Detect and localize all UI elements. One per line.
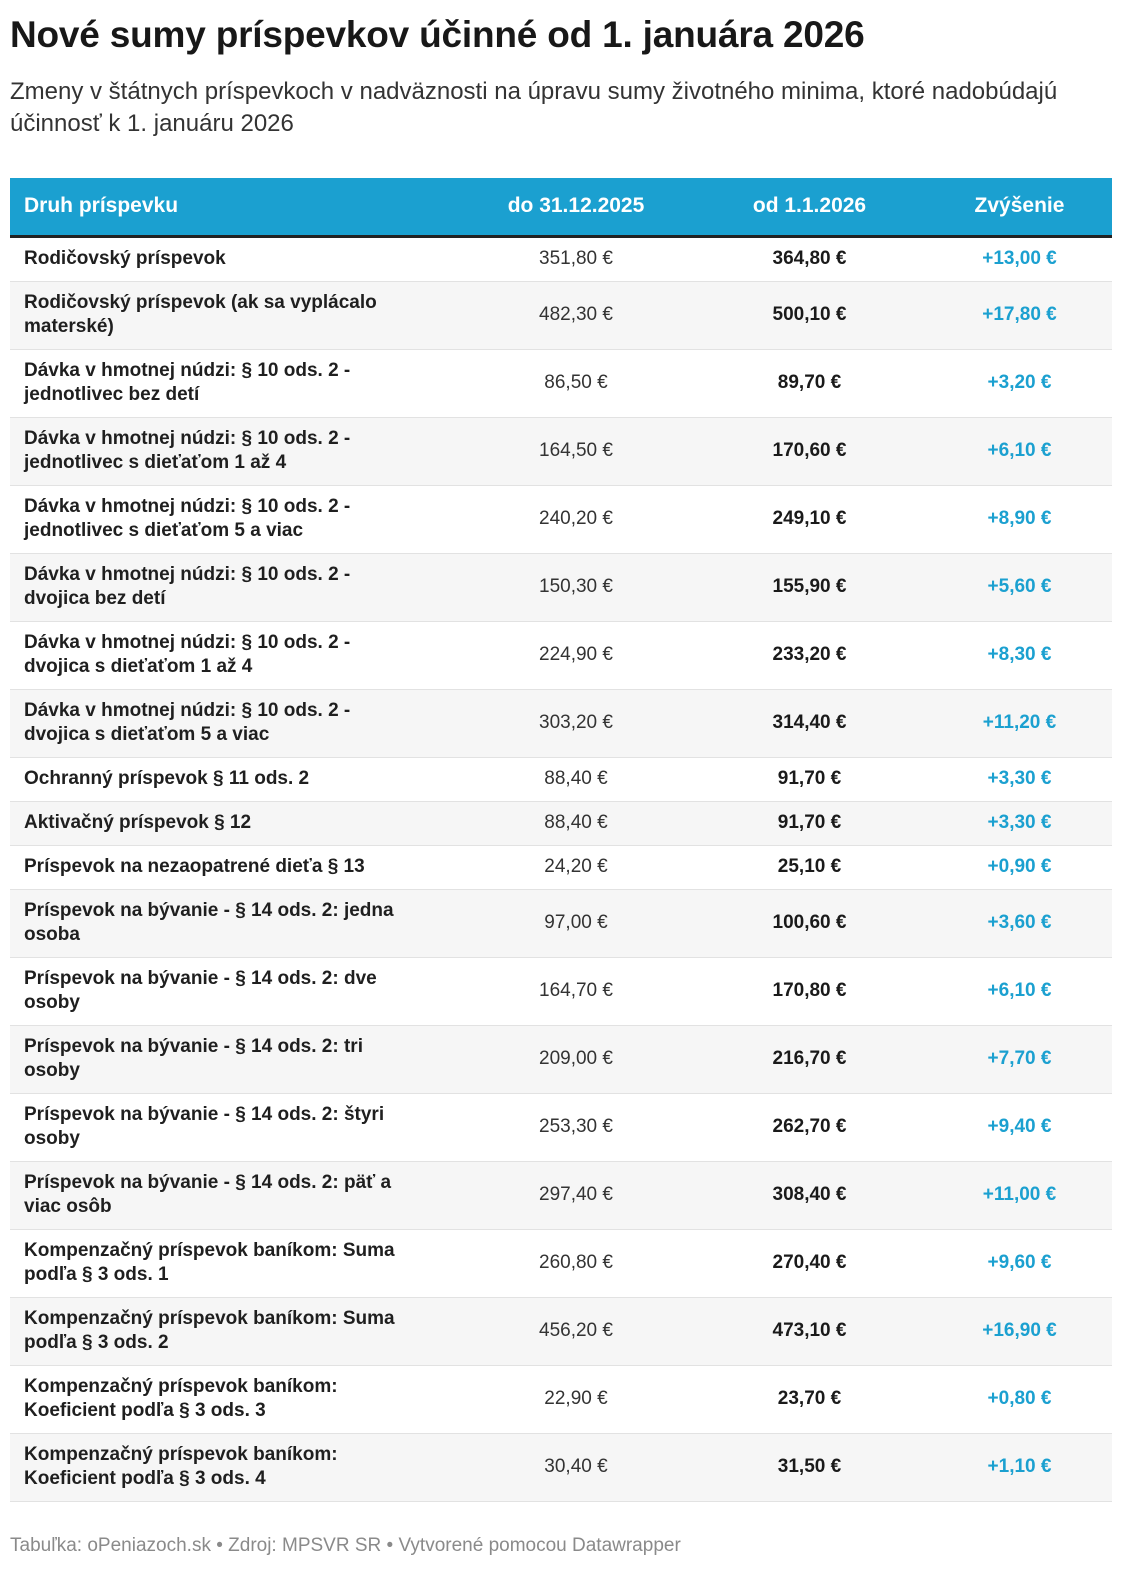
cell-amount-before: 150,30 €: [539, 576, 613, 597]
cell-amount-after: 216,70 €: [772, 1048, 847, 1069]
table-row: [10, 957, 1112, 1025]
cell-contribution-name: Kompenzačný príspevok baníkom: Koeficient podľa § 3 ods. 3: [24, 1376, 338, 1421]
table-row: [10, 889, 1112, 957]
table-row: [10, 485, 1112, 553]
cell-increase: +16,90 €: [982, 1320, 1057, 1341]
table-row: [10, 689, 1112, 757]
table-row: [10, 281, 1112, 349]
cell-amount-after: 262,70 €: [772, 1116, 847, 1137]
cell-increase: +3,20 €: [987, 372, 1052, 393]
cell-increase: +9,60 €: [987, 1252, 1052, 1273]
cell-increase: +9,40 €: [987, 1116, 1052, 1137]
cell-amount-after: 473,10 €: [772, 1320, 847, 1341]
cell-amount-before: 86,50 €: [544, 372, 608, 393]
table-row: [10, 1025, 1112, 1093]
cell-contribution-name: Kompenzačný príspevok baníkom: Suma podľa § 3 ods. 2: [24, 1308, 395, 1353]
cell-amount-after: 155,90 €: [772, 576, 847, 597]
table-row: [10, 553, 1112, 621]
table-row: [10, 1365, 1112, 1433]
cell-increase: +11,20 €: [982, 712, 1057, 733]
source-footer: Tabuľka: oPeniazoch.sk • Zdroj: MPSVR SR • Vytvorené pomocou Datawrapper: [10, 1535, 681, 1556]
cell-amount-before: 209,00 €: [539, 1048, 613, 1069]
cell-increase: +6,10 €: [987, 440, 1052, 461]
cell-amount-before: 164,70 €: [539, 980, 613, 1001]
cell-amount-before: 97,00 €: [544, 912, 608, 933]
table-row: [10, 1433, 1112, 1501]
column-header-before: do 31.12.2025: [460, 178, 692, 236]
table-row: [10, 801, 1112, 845]
page-subtitle: Zmeny v štátnych príspevkoch v nadväznosti na úpravu sumy životného minima, ktoré nadobúdajú účinnosť k 1. januáru 2026: [10, 78, 1058, 137]
cell-amount-before: 88,40 €: [544, 768, 608, 789]
cell-amount-after: 308,40 €: [772, 1184, 847, 1205]
cell-amount-after: 270,40 €: [772, 1252, 847, 1273]
cell-amount-before: 297,40 €: [539, 1184, 613, 1205]
cell-contribution-name: Dávka v hmotnej núdzi: § 10 ods. 2 - jednotlivec s dieťaťom 1 až 4: [24, 428, 351, 473]
cell-contribution-name: Príspevok na nezaopatrené dieťa § 13: [24, 856, 365, 877]
table-row: [10, 1297, 1112, 1365]
cell-contribution-name: Dávka v hmotnej núdzi: § 10 ods. 2 - jednotlivec s dieťaťom 5 a viac: [24, 496, 351, 541]
table-row: [10, 757, 1112, 801]
table-row: [10, 621, 1112, 689]
cell-amount-after: 314,40 €: [772, 712, 847, 733]
column-header-after: od 1.1.2026: [692, 178, 927, 236]
cell-contribution-name: Dávka v hmotnej núdzi: § 10 ods. 2 - dvojica bez detí: [24, 564, 351, 609]
cell-amount-after: 249,10 €: [772, 508, 847, 529]
cell-contribution-name: Ochranný príspevok § 11 ods. 2: [24, 768, 310, 789]
column-header-increase: Zvýšenie: [927, 178, 1112, 236]
cell-contribution-name: Aktivačný príspevok § 12: [24, 812, 252, 833]
cell-increase: +1,10 €: [987, 1456, 1052, 1477]
page-title: Nové sumy príspevkov účinné od 1. januára 2026: [10, 14, 865, 55]
cell-increase: +5,60 €: [987, 576, 1052, 597]
cell-amount-after: 89,70 €: [777, 372, 842, 393]
cell-contribution-name: Kompenzačný príspevok baníkom: Koeficient podľa § 3 ods. 4: [24, 1444, 338, 1489]
cell-amount-after: 31,50 €: [777, 1456, 842, 1477]
cell-amount-after: 170,80 €: [772, 980, 847, 1001]
cell-increase: +6,10 €: [987, 980, 1052, 1001]
cell-amount-before: 224,90 €: [539, 644, 613, 665]
table-row: [10, 1161, 1112, 1229]
cell-amount-after: 91,70 €: [777, 812, 842, 833]
cell-increase: +8,30 €: [987, 644, 1052, 665]
contributions-table: [10, 178, 1112, 1502]
cell-contribution-name: Príspevok na bývanie - § 14 ods. 2: dve osoby: [24, 968, 377, 1013]
cell-amount-before: 482,30 €: [539, 304, 613, 325]
cell-amount-before: 351,80 €: [539, 248, 613, 269]
cell-contribution-name: Dávka v hmotnej núdzi: § 10 ods. 2 - dvojica s dieťaťom 5 a viac: [24, 700, 351, 745]
cell-amount-after: 170,60 €: [772, 440, 847, 461]
cell-amount-before: 164,50 €: [539, 440, 613, 461]
cell-contribution-name: Dávka v hmotnej núdzi: § 10 ods. 2 - jednotlivec bez detí: [24, 360, 351, 405]
cell-contribution-name: Kompenzačný príspevok baníkom: Suma podľa § 3 ods. 1: [24, 1240, 395, 1285]
cell-increase: +7,70 €: [987, 1048, 1052, 1069]
cell-amount-after: 100,60 €: [772, 912, 847, 933]
table-body: [10, 236, 1112, 1501]
cell-amount-after: 500,10 €: [772, 304, 847, 325]
table-row: [10, 1229, 1112, 1297]
cell-increase: +3,30 €: [987, 768, 1052, 789]
table-row: [10, 417, 1112, 485]
cell-amount-before: 456,20 €: [539, 1320, 613, 1341]
cell-amount-after: 364,80 €: [772, 248, 847, 269]
cell-contribution-name: Rodičovský príspevok (ak sa vyplácalo materské): [24, 292, 377, 337]
cell-increase: +13,00 €: [982, 248, 1057, 269]
cell-contribution-name: Príspevok na bývanie - § 14 ods. 2: štyri osoby: [24, 1104, 385, 1149]
table-row: [10, 236, 1112, 281]
cell-contribution-name: Dávka v hmotnej núdzi: § 10 ods. 2 - dvojica s dieťaťom 1 až 4: [24, 632, 351, 677]
cell-amount-before: 22,90 €: [544, 1388, 608, 1409]
table-row: [10, 349, 1112, 417]
cell-amount-before: 240,20 €: [539, 508, 613, 529]
page-content: [10, 0, 1112, 1502]
cell-amount-after: 23,70 €: [777, 1388, 842, 1409]
cell-contribution-name: Príspevok na bývanie - § 14 ods. 2: tri osoby: [24, 1036, 363, 1081]
cell-contribution-name: Rodičovský príspevok: [24, 248, 226, 269]
cell-amount-before: 253,30 €: [539, 1116, 613, 1137]
cell-increase: +17,80 €: [982, 304, 1057, 325]
cell-amount-before: 303,20 €: [539, 712, 613, 733]
cell-amount-before: 30,40 €: [544, 1456, 608, 1477]
cell-increase: +0,80 €: [987, 1388, 1052, 1409]
cell-amount-after: 91,70 €: [777, 768, 842, 789]
cell-amount-before: 88,40 €: [544, 812, 608, 833]
cell-increase: +3,30 €: [987, 812, 1052, 833]
cell-amount-after: 233,20 €: [772, 644, 847, 665]
table-header-row: [10, 178, 1112, 236]
cell-increase: +3,60 €: [987, 912, 1052, 933]
table-row: [10, 1093, 1112, 1161]
table-row: [10, 845, 1112, 889]
cell-contribution-name: Príspevok na bývanie - § 14 ods. 2: päť a viac osôb: [24, 1172, 392, 1217]
cell-amount-after: 25,10 €: [777, 856, 842, 877]
cell-increase: +11,00 €: [982, 1184, 1057, 1205]
cell-increase: +8,90 €: [987, 508, 1052, 529]
column-header-type: Druh príspevku: [10, 178, 460, 236]
cell-increase: +0,90 €: [987, 856, 1052, 877]
cell-amount-before: 260,80 €: [539, 1252, 613, 1273]
cell-amount-before: 24,20 €: [544, 856, 608, 877]
cell-contribution-name: Príspevok na bývanie - § 14 ods. 2: jedna osoba: [24, 900, 394, 945]
